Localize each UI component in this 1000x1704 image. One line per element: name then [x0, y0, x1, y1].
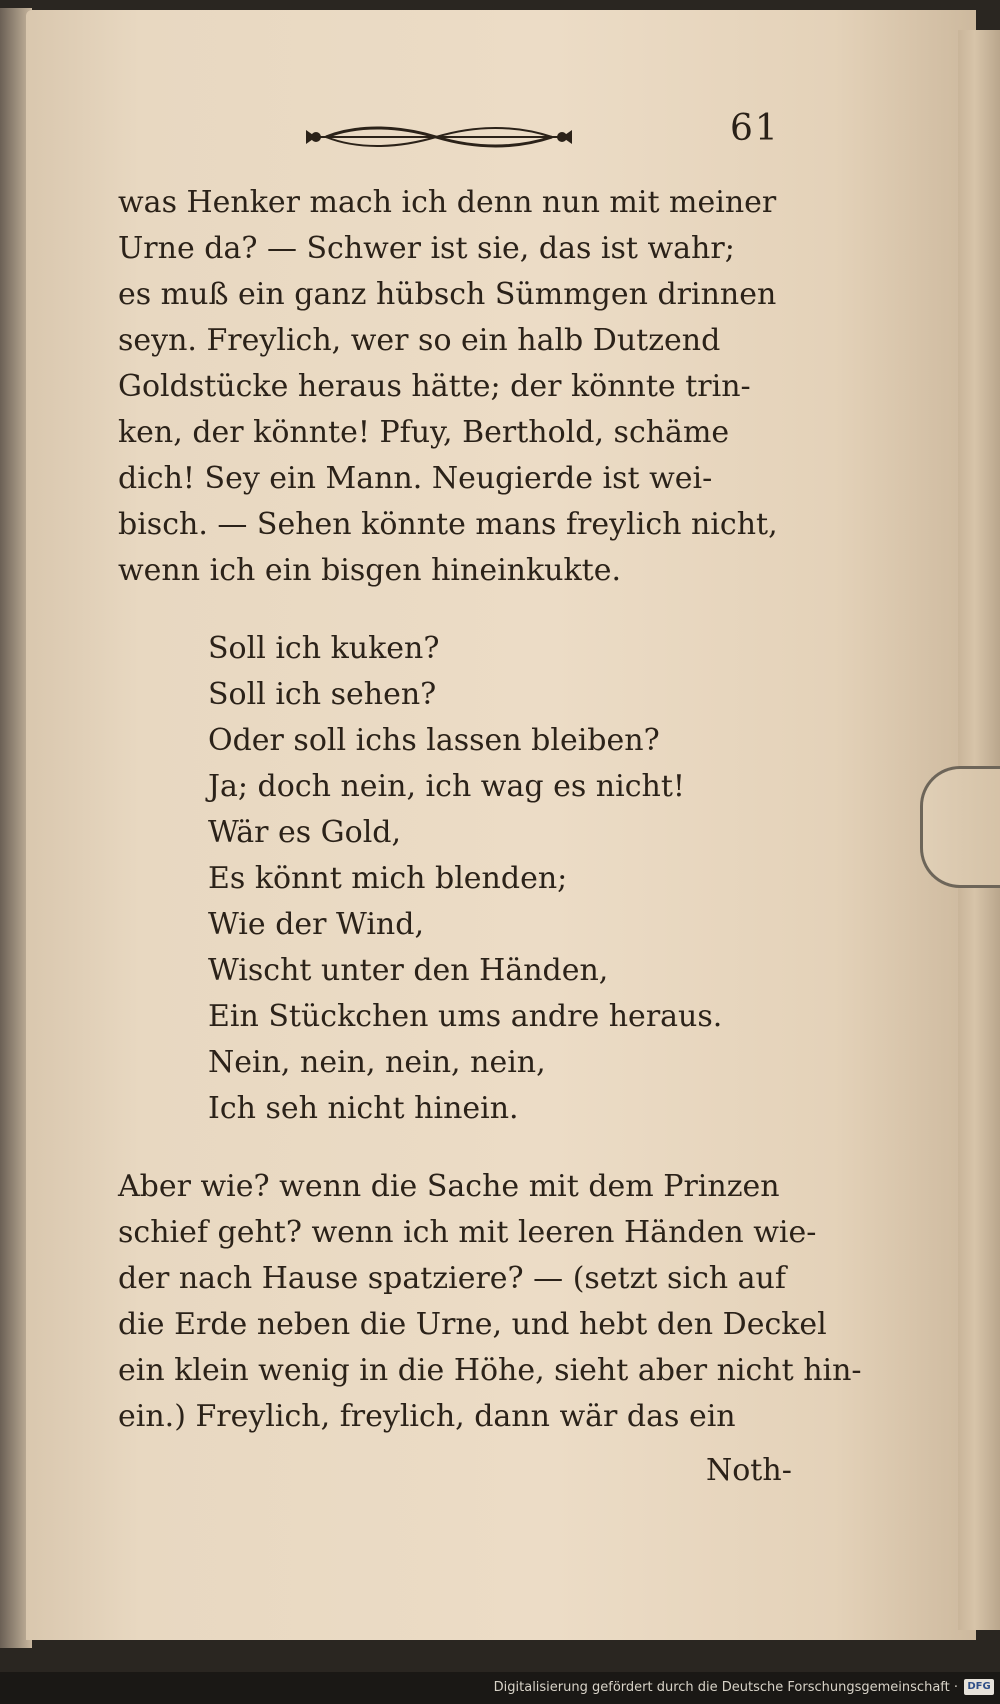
text-line: ken, der könnte! Pfuy, Berthold, schäme [118, 415, 730, 450]
digitization-footer [0, 1672, 1000, 1704]
text-line: es muß ein ganz hübsch Sümmgen drinnen [118, 277, 777, 312]
verse-line: Ja; doch nein, ich wag es nicht! [208, 769, 685, 804]
page-number: 61 [730, 108, 780, 149]
verse-line: Nein, nein, nein, nein, [208, 1045, 546, 1080]
verse-line: Es könnt mich blenden; [208, 861, 568, 896]
text-line: seyn. Freylich, wer so ein halb Dutzend [118, 323, 721, 358]
text-line: wenn ich ein bisgen hineinkukte. [118, 553, 622, 588]
text-line: der nach Hause spatziere? — (setzt sich auf [118, 1261, 786, 1296]
verse-line: Soll ich sehen? [208, 677, 437, 712]
text-line: Goldstücke heraus hätte; der könnte trin- [118, 369, 751, 404]
catchword: Noth- [706, 1453, 792, 1488]
verse-line: Wischt unter den Händen, [208, 953, 609, 988]
text-line: bisch. — Sehen könnte mans freylich nicht, [118, 507, 778, 542]
text-line: schief geht? wenn ich mit leeren Händen wie- [118, 1215, 817, 1250]
verse-line: Wie der Wind, [208, 907, 424, 942]
text-line: ein.) Freylich, freylich, dann wär das ein [118, 1399, 736, 1434]
verse-line: Ich seh nicht hinein. [208, 1091, 519, 1126]
text-line: Urne da? — Schwer ist sie, das ist wahr; [118, 231, 735, 266]
footer-credit: Digitalisierung gefördert durch die Deutsche Forschungsgemeinschaft · [493, 1680, 958, 1695]
verse-line: Soll ich kuken? [208, 631, 440, 666]
verse-line: Oder soll ichs lassen bleiben? [208, 723, 660, 758]
book-tab [920, 766, 1000, 888]
text-line: ein klein wenig in die Höhe, sieht aber nicht hin- [118, 1353, 862, 1388]
verse-line: Wär es Gold, [208, 815, 402, 850]
text-line: dich! Sey ein Mann. Neugierde ist wei- [118, 461, 713, 496]
verse-line: Ein Stückchen ums andre heraus. [208, 999, 723, 1034]
text-line: die Erde neben die Urne, und hebt den Deckel [118, 1307, 827, 1342]
dfg-logo: DFG [964, 1679, 994, 1695]
ornament-flourish [306, 122, 572, 152]
text-line: Aber wie? wenn die Sache mit dem Prinzen [118, 1169, 780, 1204]
text-line: was Henker mach ich denn nun mit meiner [118, 185, 777, 220]
